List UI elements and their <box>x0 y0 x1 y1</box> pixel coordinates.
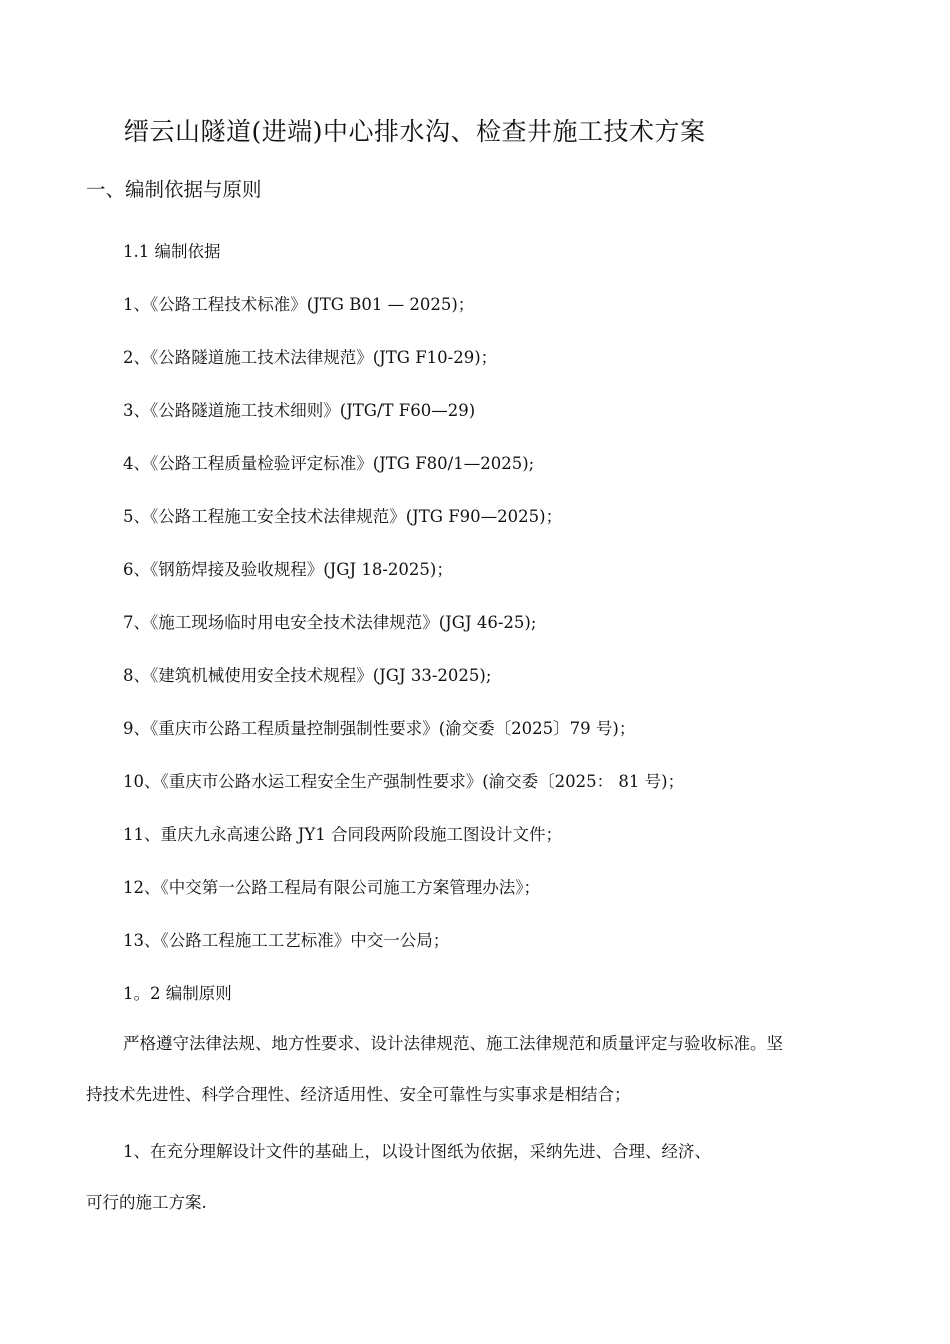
list-item: 6、《钢筋焊接及验收规程》(JGJ 18-2025)； <box>123 560 453 579</box>
list-item: 3、《公路隧道施工技术细则》(JTG/T F60—29) <box>123 401 476 420</box>
document-title: 缙云山隧道(进端)中心排水沟、检查井施工技术方案 <box>124 117 706 146</box>
point-paragraph-line: 可行的施工方案. <box>86 1193 207 1212</box>
list-item: 9、《重庆市公路工程质量控制强制性要求》(渝交委〔2025〕79 号)； <box>123 719 636 738</box>
subsection-heading: 1.1 编制依据 <box>123 242 221 261</box>
principle-paragraph-line: 持技术先进性、科学合理性、经济适用性、安全可靠性与实事求是相结合； <box>86 1085 631 1104</box>
principle-paragraph-line: 严格遵守法律法规、地方性要求、设计法律规范、施工法律规范和质量评定与验收标准。坚 <box>123 1034 783 1053</box>
list-item: 2、《公路隧道施工技术法律规范》(JTG F10-29)； <box>123 348 498 367</box>
list-item: 7、《施工现场临时用电安全技术法律规范》(JGJ 46-25); <box>123 613 537 632</box>
list-item: 5、《公路工程施工安全技术法律规范》(JTG F90—2025)； <box>123 507 563 526</box>
list-item: 11、重庆九永高速公路 JY1 合同段两阶段施工图设计文件； <box>123 825 562 844</box>
list-item: 1、《公路工程技术标准》(JTG B01 — 2025)； <box>123 295 475 314</box>
list-item: 13、《公路工程施工工艺标准》中交一公局； <box>123 931 450 950</box>
list-item: 4、《公路工程质量检验评定标准》(JTG F80/1—2025); <box>123 454 535 473</box>
list-item: 12、《中交第一公路工程局有限公司施工方案管理办法》； <box>123 878 540 897</box>
list-item: 10、《重庆市公路水运工程安全生产强制性要求》(渝交委〔2025： 81 号)； <box>123 772 685 791</box>
subsection-heading: 1。2 编制原则 <box>123 984 232 1003</box>
section-heading: 一、编制依据与原则 <box>86 178 262 201</box>
list-item: 8、《建筑机械使用安全技术规程》(JGJ 33-2025); <box>123 666 492 685</box>
point-paragraph-line: 1、在充分理解设计文件的基础上，以设计图纸为依据，采纳先进、合理、经济、 <box>123 1142 711 1161</box>
